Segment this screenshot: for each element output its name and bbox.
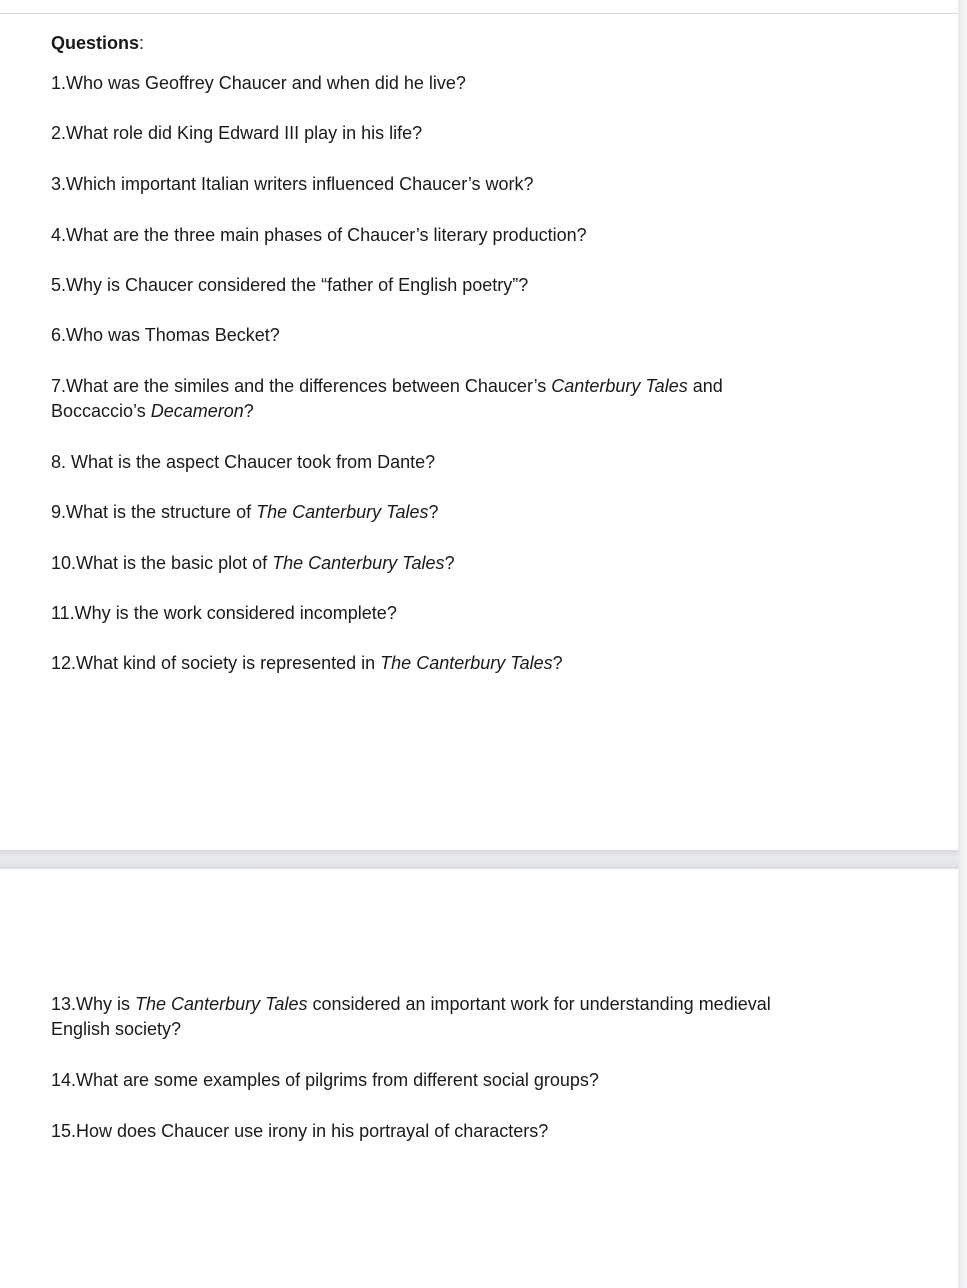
- question-9-text-a: 9.What is the structure of: [51, 502, 257, 522]
- question-1: 1.Who was Geoffrey Chaucer and when did he live?: [51, 73, 466, 93]
- top-strip: [0, 0, 967, 13]
- question-9-text-c: ?: [428, 502, 439, 522]
- question-3: 3.Which important Italian writers influenced Chaucer’s work?: [51, 174, 534, 194]
- question-9-title: The Canterbury Tales: [256, 502, 429, 522]
- question-2: 2.What role did King Edward III play in his life?: [51, 123, 423, 143]
- questions-heading-colon: :: [139, 33, 145, 53]
- question-4: 4.What are the three main phases of Chaucer’s literary production?: [51, 225, 587, 245]
- questions-heading: [51, 33, 144, 54]
- question-7-text-a: 7.What are the similes and the differences between Chaucer’s: [51, 376, 552, 396]
- document-page-2: [0, 868, 958, 1288]
- questions-heading-label: Questions: [51, 33, 140, 53]
- question-10-title: The Canterbury Tales: [272, 553, 445, 573]
- question-15: 15.How does Chaucer use irony in his portrayal of characters?: [51, 1121, 549, 1141]
- question-7-title-canterbury: Canterbury Tales: [551, 376, 688, 396]
- question-7-title-decameron: Decameron: [150, 401, 244, 421]
- question-13-title: The Canterbury Tales: [135, 994, 308, 1014]
- question-7-text-d: Boccaccio’s: [51, 401, 151, 421]
- question-6: 6.Who was Thomas Becket?: [51, 325, 280, 345]
- question-8: 8. What is the aspect Chaucer took from Dante?: [51, 452, 436, 472]
- question-12-text-a: 12.What kind of society is represented in: [51, 653, 381, 673]
- question-12: [51, 651, 563, 676]
- question-13-text-d: English society?: [51, 1019, 182, 1039]
- page-gap: [0, 850, 958, 868]
- window-edge-shade: [958, 0, 967, 1287]
- question-10-text-c: ?: [444, 553, 455, 573]
- question-7: [51, 374, 723, 424]
- document-page-1: [0, 13, 958, 851]
- question-9: [51, 500, 439, 525]
- question-13-text-a: 13.Why is: [51, 994, 136, 1014]
- question-14: 14.What are some examples of pilgrims from different social groups?: [51, 1070, 599, 1090]
- question-12-text-c: ?: [552, 653, 563, 673]
- question-10-text-a: 10.What is the basic plot of: [51, 553, 273, 573]
- question-10: [51, 551, 455, 576]
- question-12-title: The Canterbury Tales: [380, 653, 553, 673]
- question-5: 5.Why is Chaucer considered the “father of English poetry”?: [51, 275, 529, 295]
- question-13-text-c: considered an important work for understanding medieval: [307, 994, 771, 1014]
- question-7-text-c: and: [687, 376, 723, 396]
- question-7-text-f: ?: [243, 401, 254, 421]
- question-13: [51, 992, 771, 1042]
- question-11: 11.Why is the work considered incomplete?: [51, 603, 397, 623]
